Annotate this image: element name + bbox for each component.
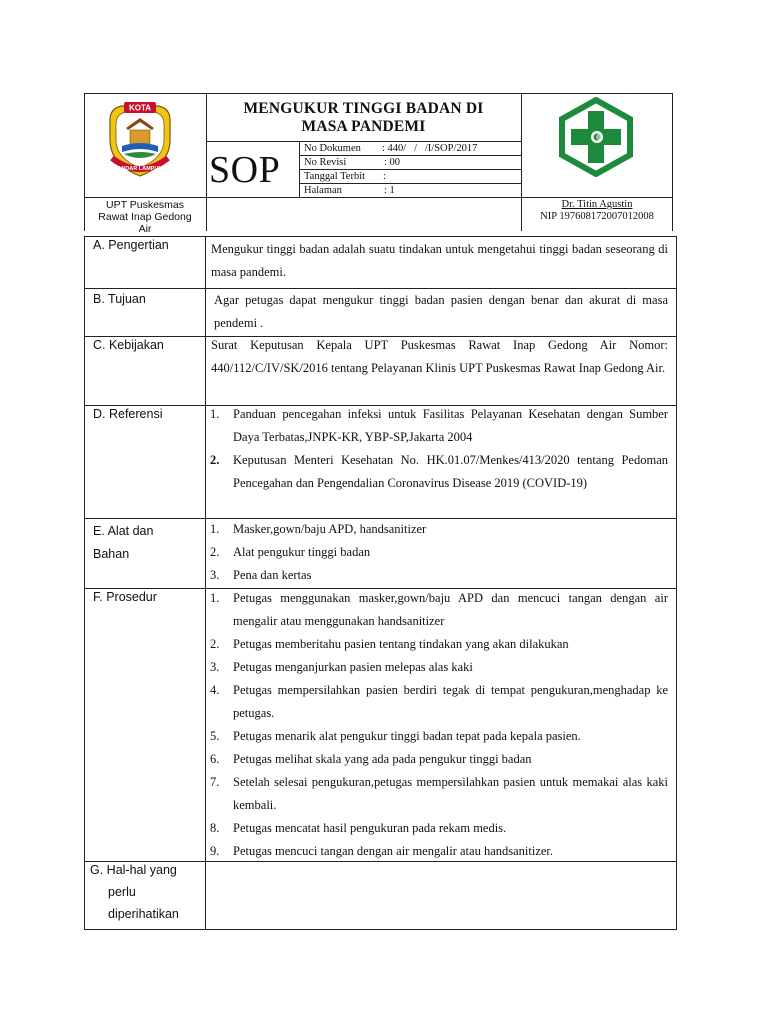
org-line-1: UPT Puskesmas: [106, 199, 184, 211]
label-hal-line-3: diperihatikan: [108, 907, 179, 921]
title-line-2: MASA PANDEMI: [301, 118, 426, 135]
list-item-number: 9.: [210, 844, 220, 858]
list-item: [210, 725, 668, 748]
label-hal-line-1: G. Hal-hal yang: [90, 863, 177, 877]
list-item-number: 1.: [210, 591, 220, 605]
list-item-text: Alat pengukur tinggi badan: [233, 545, 371, 559]
list-item-text: Petugas menganjurkan pasien melepas alas kaki: [233, 660, 473, 674]
list-item-text: Panduan pencegahan infeksi untuk Fasilitas Pelayanan Kesehatan dengan Sumber Daya Terbatas,JNPK-KR, YBP-SP,Jakarta 2004: [233, 407, 668, 444]
list-item-text: Petugas menggunakan masker,gown/baju APD dan mencuci tangan dengan air mengalir atau menggunakan handsanitizer: [233, 591, 668, 628]
meta-halaman-value: : 1: [384, 185, 395, 196]
meta-tanggal-value: :: [383, 171, 386, 182]
list-alat: [210, 518, 668, 587]
body-left-border: [84, 236, 85, 930]
label-referensi: D. Referensi: [93, 407, 163, 421]
header-mid-line: [84, 197, 673, 198]
org-name: [84, 199, 206, 235]
list-item: [210, 656, 668, 679]
list-item: [210, 817, 668, 840]
list-item: [210, 403, 668, 449]
label-hal: [90, 859, 179, 925]
meta-no-dokumen-value: : 440/ / /I/SOP/2017: [382, 143, 478, 154]
list-item-text: Pena dan kertas: [233, 568, 312, 582]
list-item: [210, 518, 668, 541]
list-prosedur: [210, 587, 668, 863]
org-line-2: Rawat Inap Gedong: [98, 211, 192, 223]
signer-block: [521, 199, 673, 223]
meta-halaman-label: Halaman: [304, 185, 342, 196]
list-item-text: Petugas mencatat hasil pengukuran pada rekam medis.: [233, 821, 507, 835]
list-item-text: Petugas mempersilahkan pasien berdiri tegak di tempat pengukuran,menghadap ke petugas.: [233, 683, 668, 720]
logo-bottom-text: BANDAR LAMPUNG: [113, 166, 167, 172]
puskesmas-cross-icon: [559, 97, 633, 177]
list-item: [210, 564, 668, 587]
list-item-text: Petugas memberitahu pasien tentang tindakan yang akan dilakukan: [233, 637, 569, 651]
title-line-1: MENGUKUR TINGGI BADAN DI: [243, 100, 484, 117]
list-item: [210, 771, 668, 817]
signer-nip: NIP 197608172007012008: [540, 211, 654, 222]
label-hal-line-2: perlu: [108, 885, 136, 899]
meta-tanggal-label: Tanggal Terbit: [304, 171, 366, 182]
list-item: [210, 449, 668, 495]
list-item-number: 2.: [210, 453, 220, 467]
city-emblem-icon: [102, 100, 178, 178]
list-item: [210, 679, 668, 725]
text-kebijakan: Surat Keputusan Kepala UPT Puskesmas Rawat Inap Gedong Air Nomor: 440/112/C/IV/SK/2016 tentang Pelayanan Klinis UPT Puskesmas Rawat Inap Gedong Air.: [211, 338, 668, 375]
list-item: [210, 541, 668, 564]
text-pengertian: Mengukur tinggi badan adalah suatu tindakan untuk mengetahui tinggi badan seseorang di masa pandemi.: [211, 242, 668, 279]
meta-no-revisi-label: No Revisi: [304, 157, 347, 168]
label-prosedur: F. Prosedur: [93, 590, 157, 604]
list-item-number: 8.: [210, 821, 220, 835]
label-tujuan: B. Tujuan: [93, 292, 146, 306]
list-item-number: 5.: [210, 729, 220, 743]
org-line-3: Air: [138, 223, 152, 235]
list-item-text: Setelah selesai pengukuran,petugas mempersilahkan pasien untuk memakai alas kaki kembali.: [233, 775, 668, 812]
list-item-text: Petugas melihat skala yang ada pada pengukur tinggi badan: [233, 752, 532, 766]
list-item-number: 1.: [210, 407, 220, 421]
list-item-number: 3.: [210, 660, 220, 674]
label-kebijakan: C. Kebijakan: [93, 338, 164, 352]
logo-top-text: KOTA: [128, 103, 152, 113]
list-item-number: 2.: [210, 637, 220, 651]
label-pengertian: A. Pengertian: [93, 238, 169, 252]
sop-label: SOP: [209, 149, 281, 191]
list-item: [210, 633, 668, 656]
meta-no-revisi-value: : 00: [384, 157, 401, 168]
list-item: [210, 748, 668, 771]
body-bottom-border: [84, 929, 677, 930]
label-alat: [93, 520, 153, 566]
list-item-text: Petugas mencuci tangan dengan air mengalir atau handsanitizer.: [233, 844, 554, 858]
list-item-number: 6.: [210, 752, 220, 766]
meta-no-dokumen-label: No Dokumen: [304, 143, 361, 154]
label-alat-line-1: E. Alat dan: [93, 524, 154, 538]
list-item-number: 4.: [210, 683, 220, 697]
header-top-border: [84, 93, 673, 94]
text-tujuan: Agar petugas dapat mengukur tinggi badan pasien dengan benar dan akurat di masa pendemi .: [214, 293, 668, 330]
list-item-text: Masker,gown/baju APD, handsanitizer: [233, 522, 427, 536]
body-top-border: [84, 236, 677, 237]
list-item-number: 7.: [210, 775, 220, 789]
list-item: [210, 840, 668, 863]
label-alat-line-2: Bahan: [93, 547, 130, 561]
list-item-number: 3.: [210, 568, 220, 582]
list-item-text: Petugas menarik alat pengukur tinggi badan tepat pada kepala pasien.: [233, 729, 581, 743]
list-item-number: 1.: [210, 522, 220, 536]
list-referensi: [210, 403, 668, 495]
body-right-border: [676, 236, 677, 930]
body-col-divider: [205, 236, 206, 930]
list-item-number: 2.: [210, 545, 220, 559]
document-title: [206, 100, 521, 136]
list-item-text: Keputusan Menteri Kesehatan No. HK.01.07/Menkes/413/2020 tentang Pedoman Pencegahan dan Pengendalian Coronavirus Disease 2019 (COVID-19): [233, 453, 668, 490]
signer-name: Dr. Titin Agustin: [561, 199, 633, 210]
list-item: [210, 587, 668, 633]
